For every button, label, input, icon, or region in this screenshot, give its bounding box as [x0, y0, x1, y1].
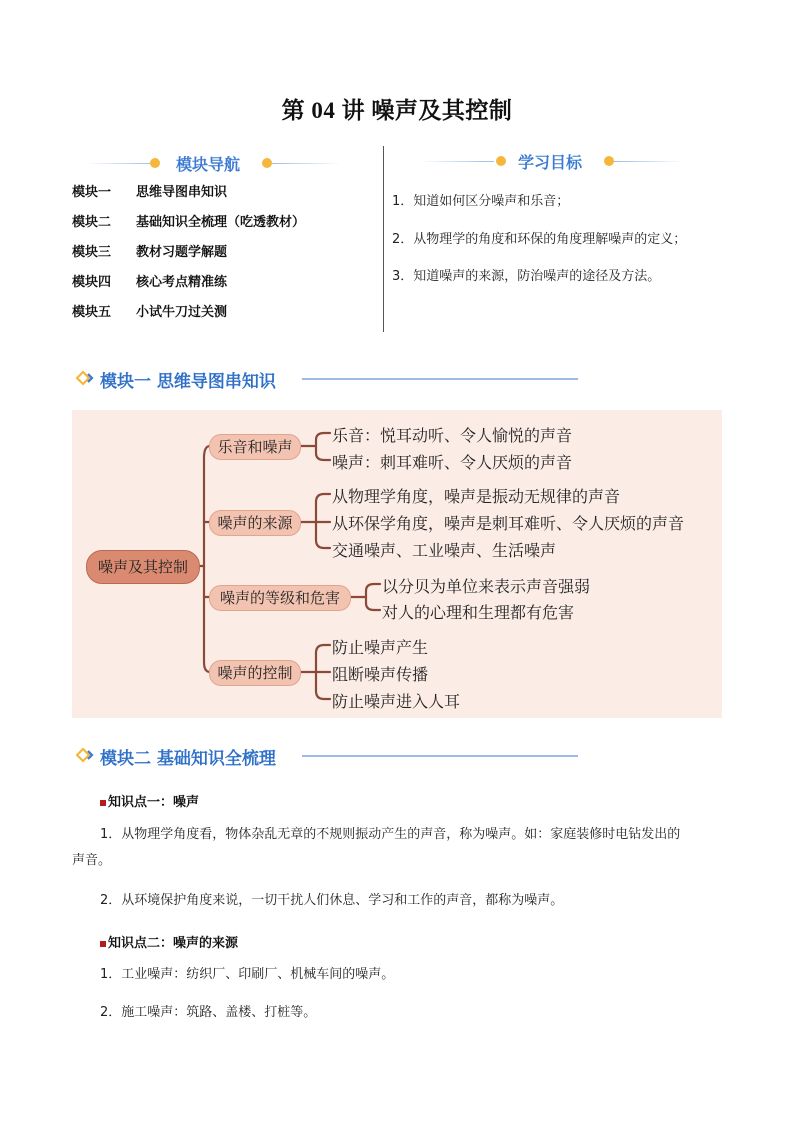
diamond-arrow-icon	[76, 747, 96, 763]
mind-map-branch: 噪声的等级和危害	[209, 585, 351, 611]
page-title: 第 04 讲 噪声及其控制	[281, 98, 513, 123]
mind-map-root: 噪声及其控制	[86, 550, 200, 584]
mind-map-leaf: 对人的心理和生理都有危害	[382, 603, 575, 622]
mind-map-leaf: 乐音：悦耳动听、令人愉悦的声音	[332, 426, 573, 445]
section-title: 模块一 思维导图串知识	[100, 372, 276, 392]
learning-goal-1: 1．知道如何区分噪声和乐音；	[392, 194, 570, 209]
section-title: 模块二 基础知识全梳理	[100, 749, 276, 769]
mind-map-branch: 噪声的来源	[209, 510, 301, 536]
mind-map-branch: 噪声的控制	[209, 660, 301, 686]
mind-map-leaf: 防止噪声进入人耳	[332, 692, 461, 711]
section-rule	[302, 755, 578, 757]
bullet-square-icon	[100, 941, 106, 947]
nav-item-num: 模块四	[72, 275, 112, 290]
mind-map-leaf: 从环保学角度，噪声是刺耳难听、令人厌烦的声音	[332, 514, 685, 533]
mind-map-leaf: 防止噪声产生	[332, 638, 429, 657]
mind-map-branch: 乐音和噪声	[209, 434, 301, 460]
connector-leaves-3	[350, 584, 380, 610]
mind-map-leaf: 阻断噪声传播	[332, 665, 429, 684]
connector-leaves-1	[300, 433, 330, 460]
nav-item-label: 思维导图串知识	[136, 185, 228, 200]
nav-item-label: 教材习题学解题	[136, 245, 228, 260]
connector-leaves-4	[300, 645, 330, 699]
bullet-square-icon	[100, 800, 106, 806]
knowledge-point-title: 知识点一：噪声	[108, 795, 200, 810]
nav-item-num: 模块五	[72, 305, 112, 320]
connector-trunk	[204, 446, 210, 672]
knowledge-point-heading	[100, 791, 199, 810]
paragraph: 1．工业噪声：纺织厂、印刷厂、机械车间的噪声。	[100, 967, 395, 982]
paragraph	[72, 822, 732, 874]
knowledge-point-heading	[100, 932, 238, 951]
nav-item-label: 核心考点精准练	[136, 275, 228, 290]
mind-map-leaf: 以分贝为单位来表示声音强弱	[382, 577, 591, 596]
nav-item-num: 模块二	[72, 215, 112, 230]
paragraph-line: 1．从物理学角度看，物体杂乱无章的不规则振动产生的声音，称为噪声。如：家庭装修时电钻发出的	[100, 827, 681, 842]
mind-map-leaf: 从物理学角度，噪声是振动无规律的声音	[332, 487, 621, 506]
nav-item-num: 模块三	[72, 245, 112, 260]
mind-map-leaf: 交通噪声、工业噪声、生活噪声	[332, 541, 557, 560]
knowledge-point-title: 知识点二：噪声的来源	[108, 936, 239, 951]
paragraph: 2．从环境保护角度来说，一切干扰人们休息、学习和工作的声音，都称为噪声。	[100, 893, 564, 908]
nav-item-label: 基础知识全梳理（吃透教材）	[136, 215, 306, 230]
module-nav-title: 模块导航	[176, 155, 241, 174]
nav-item-num: 模块一	[72, 185, 112, 200]
paragraph: 2．施工噪声：筑路、盖楼、打桩等。	[100, 1005, 317, 1020]
paragraph-line: 声音。	[72, 853, 112, 868]
learning-goals-title: 学习目标	[518, 153, 583, 172]
nav-item-label: 小试牛刀过关测	[136, 305, 228, 320]
learning-goal-3: 3．知道噪声的来源，防治噪声的途径及方法。	[392, 269, 661, 284]
section-header-module-2	[76, 744, 578, 768]
mind-map-leaf: 噪声：刺耳难听、令人厌烦的声音	[332, 453, 573, 472]
learning-goal-2: 2．从物理学的角度和环保的角度理解噪声的定义；	[392, 232, 687, 247]
connector-leaves-2	[300, 494, 330, 548]
